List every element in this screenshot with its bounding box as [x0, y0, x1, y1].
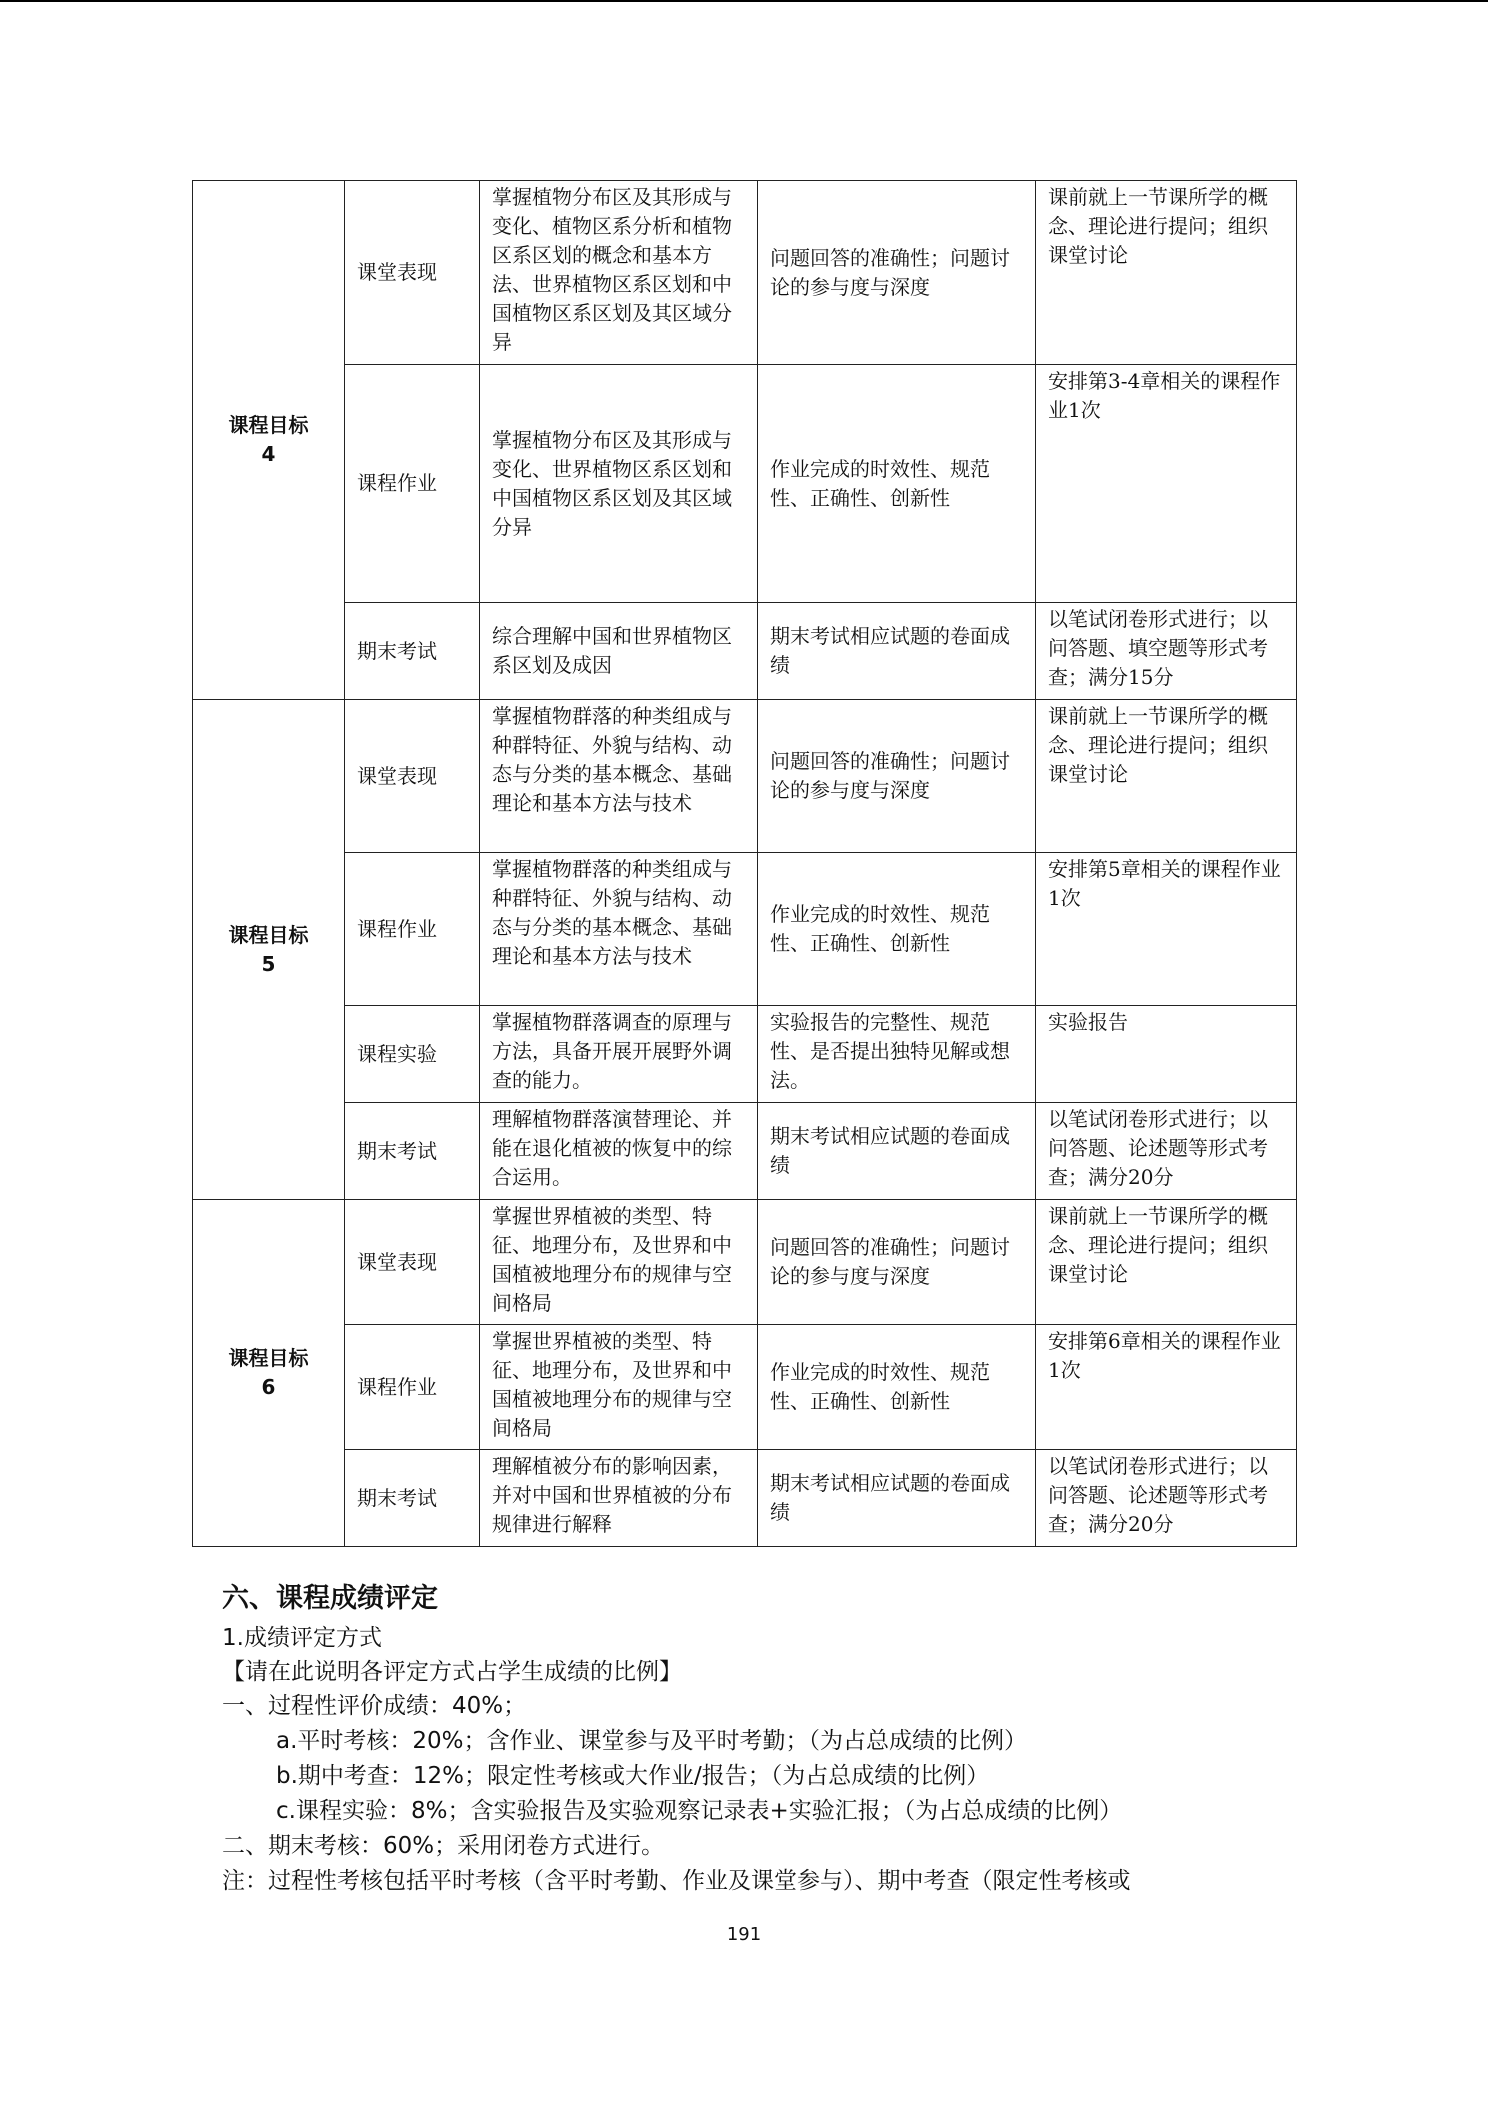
criteria-cell: 作业完成的时效性、规范性、正确性、创新性: [758, 365, 1036, 603]
method-cell: 期末考试: [345, 1103, 480, 1200]
table-row: [193, 1006, 1297, 1103]
method-cell: 课程作业: [345, 365, 480, 603]
method-cell: 课堂表现: [345, 1200, 480, 1325]
method-cell: 课堂表现: [345, 181, 480, 365]
instruction-prompt: 【请在此说明各评定方式占学生成绩的比例】: [222, 1659, 682, 1685]
criteria-cell: 问题回答的准确性；问题讨论的参与度与深度: [758, 700, 1036, 853]
table-row: [193, 1450, 1297, 1547]
process-grade-line: 一、过程性评价成绩：40%；: [222, 1693, 527, 1719]
content-cell: 理解植物群落演替理论、并能在退化植被的恢复中的综合运用。: [480, 1103, 758, 1200]
criteria-cell: 期末考试相应试题的卷面成绩: [758, 1103, 1036, 1200]
content-cell: 掌握世界植被的类型、特征、地理分布，及世界和中国植被地理分布的规律与空间格局: [480, 1200, 758, 1325]
content-cell: 掌握植物群落的种类组成与种群特征、外貌与结构、动态与分类的基本概念、基础理论和基本方法与技术: [480, 853, 758, 1006]
final-exam-line: 二、期末考核：60%；采用闭卷方式进行。: [222, 1833, 665, 1859]
method-cell: 期末考试: [345, 603, 480, 700]
criteria-cell: 问题回答的准确性；问题讨论的参与度与深度: [758, 181, 1036, 365]
way-cell: 安排第3-4章相关的课程作业1次: [1036, 365, 1297, 603]
table-row: [193, 700, 1297, 853]
method-cell: 课程作业: [345, 853, 480, 1006]
criteria-cell: 问题回答的准确性；问题讨论的参与度与深度: [758, 1200, 1036, 1325]
table-row: [193, 1200, 1297, 1325]
goal-label: 课程目标 6: [228, 1346, 309, 1399]
content-cell: 掌握世界植被的类型、特征、地理分布，及世界和中国植被地理分布的规律与空间格局: [480, 1325, 758, 1450]
section-heading: 六、课程成绩评定: [222, 1583, 438, 1614]
goal-4-cell: [193, 181, 345, 700]
way-cell: 安排第6章相关的课程作业1次: [1036, 1325, 1297, 1450]
method-cell: 课堂表现: [345, 700, 480, 853]
content-cell: 掌握植物分布区及其形成与变化、植物区系分析和植物区系区划的概念和基本方法、世界植物区系区划和中国植物区系区划及其区域分异: [480, 181, 758, 365]
way-cell: 课前就上一节课所学的概念、理论进行提问；组织课堂讨论: [1036, 181, 1297, 365]
page-number: 191: [726, 1924, 762, 1945]
criteria-cell: 实验报告的完整性、规范性、是否提出独特见解或想法。: [758, 1006, 1036, 1103]
table-row: [193, 1325, 1297, 1450]
item-a-line: a.平时考核：20%；含作业、课堂参与及平时考勤；（为占总成绩的比例）: [276, 1728, 1028, 1754]
content-cell: 掌握植物分布区及其形成与变化、世界植物区系区划和中国植物区系区划及其区域分异: [480, 365, 758, 603]
way-cell: 课前就上一节课所学的概念、理论进行提问；组织课堂讨论: [1036, 1200, 1297, 1325]
subsection-title: 1.成绩评定方式: [222, 1625, 382, 1651]
table-row: [193, 1103, 1297, 1200]
content-cell: 掌握植物群落的种类组成与种群特征、外貌与结构、动态与分类的基本概念、基础理论和基本方法与技术: [480, 700, 758, 853]
table-row: [193, 853, 1297, 1006]
way-cell: 课前就上一节课所学的概念、理论进行提问；组织课堂讨论: [1036, 700, 1297, 853]
content-cell: 理解植被分布的影响因素，并对中国和世界植被的分布规律进行解释: [480, 1450, 758, 1547]
way-cell: 以笔试闭卷形式进行；以问答题、填空题等形式考查；满分15分: [1036, 603, 1297, 700]
top-border-line: [0, 0, 1488, 2]
criteria-cell: 期末考试相应试题的卷面成绩: [758, 603, 1036, 700]
content-cell: 掌握植物群落调查的原理与方法，具备开展开展野外调查的能力。: [480, 1006, 758, 1103]
table-row: [193, 181, 1297, 365]
note-line: 注：过程性考核包括平时考核（含平时考勤、作业及课堂参与）、期中考查（限定性考核或: [222, 1868, 1131, 1894]
item-b-line: b.期中考查：12%；限定性考核或大作业/报告；（为占总成绩的比例）: [276, 1763, 990, 1789]
way-cell: 以笔试闭卷形式进行；以问答题、论述题等形式考查；满分20分: [1036, 1103, 1297, 1200]
way-cell: 以笔试闭卷形式进行；以问答题、论述题等形式考查；满分20分: [1036, 1450, 1297, 1547]
assessment-table: [192, 180, 1297, 1547]
goal-5-cell: [193, 700, 345, 1200]
criteria-cell: 作业完成的时效性、规范性、正确性、创新性: [758, 853, 1036, 1006]
way-cell: 实验报告: [1036, 1006, 1297, 1103]
table-row: [193, 365, 1297, 603]
content-cell: 综合理解中国和世界植物区系区划及成因: [480, 603, 758, 700]
table-row: [193, 603, 1297, 700]
goal-label: 课程目标 5: [228, 922, 309, 976]
way-cell: 安排第5章相关的课程作业1次: [1036, 853, 1297, 1006]
item-c-line: c.课程实验：8%；含实验报告及实验观察记录表+实验汇报；（为占总成绩的比例）: [276, 1798, 1123, 1824]
criteria-cell: 期末考试相应试题的卷面成绩: [758, 1450, 1036, 1547]
method-cell: 课程作业: [345, 1325, 480, 1450]
method-cell: 期末考试: [345, 1450, 480, 1547]
goal-label: 课程目标 4: [228, 413, 309, 466]
method-cell: 课程实验: [345, 1006, 480, 1103]
goal-6-cell: [193, 1200, 345, 1547]
criteria-cell: 作业完成的时效性、规范性、正确性、创新性: [758, 1325, 1036, 1450]
